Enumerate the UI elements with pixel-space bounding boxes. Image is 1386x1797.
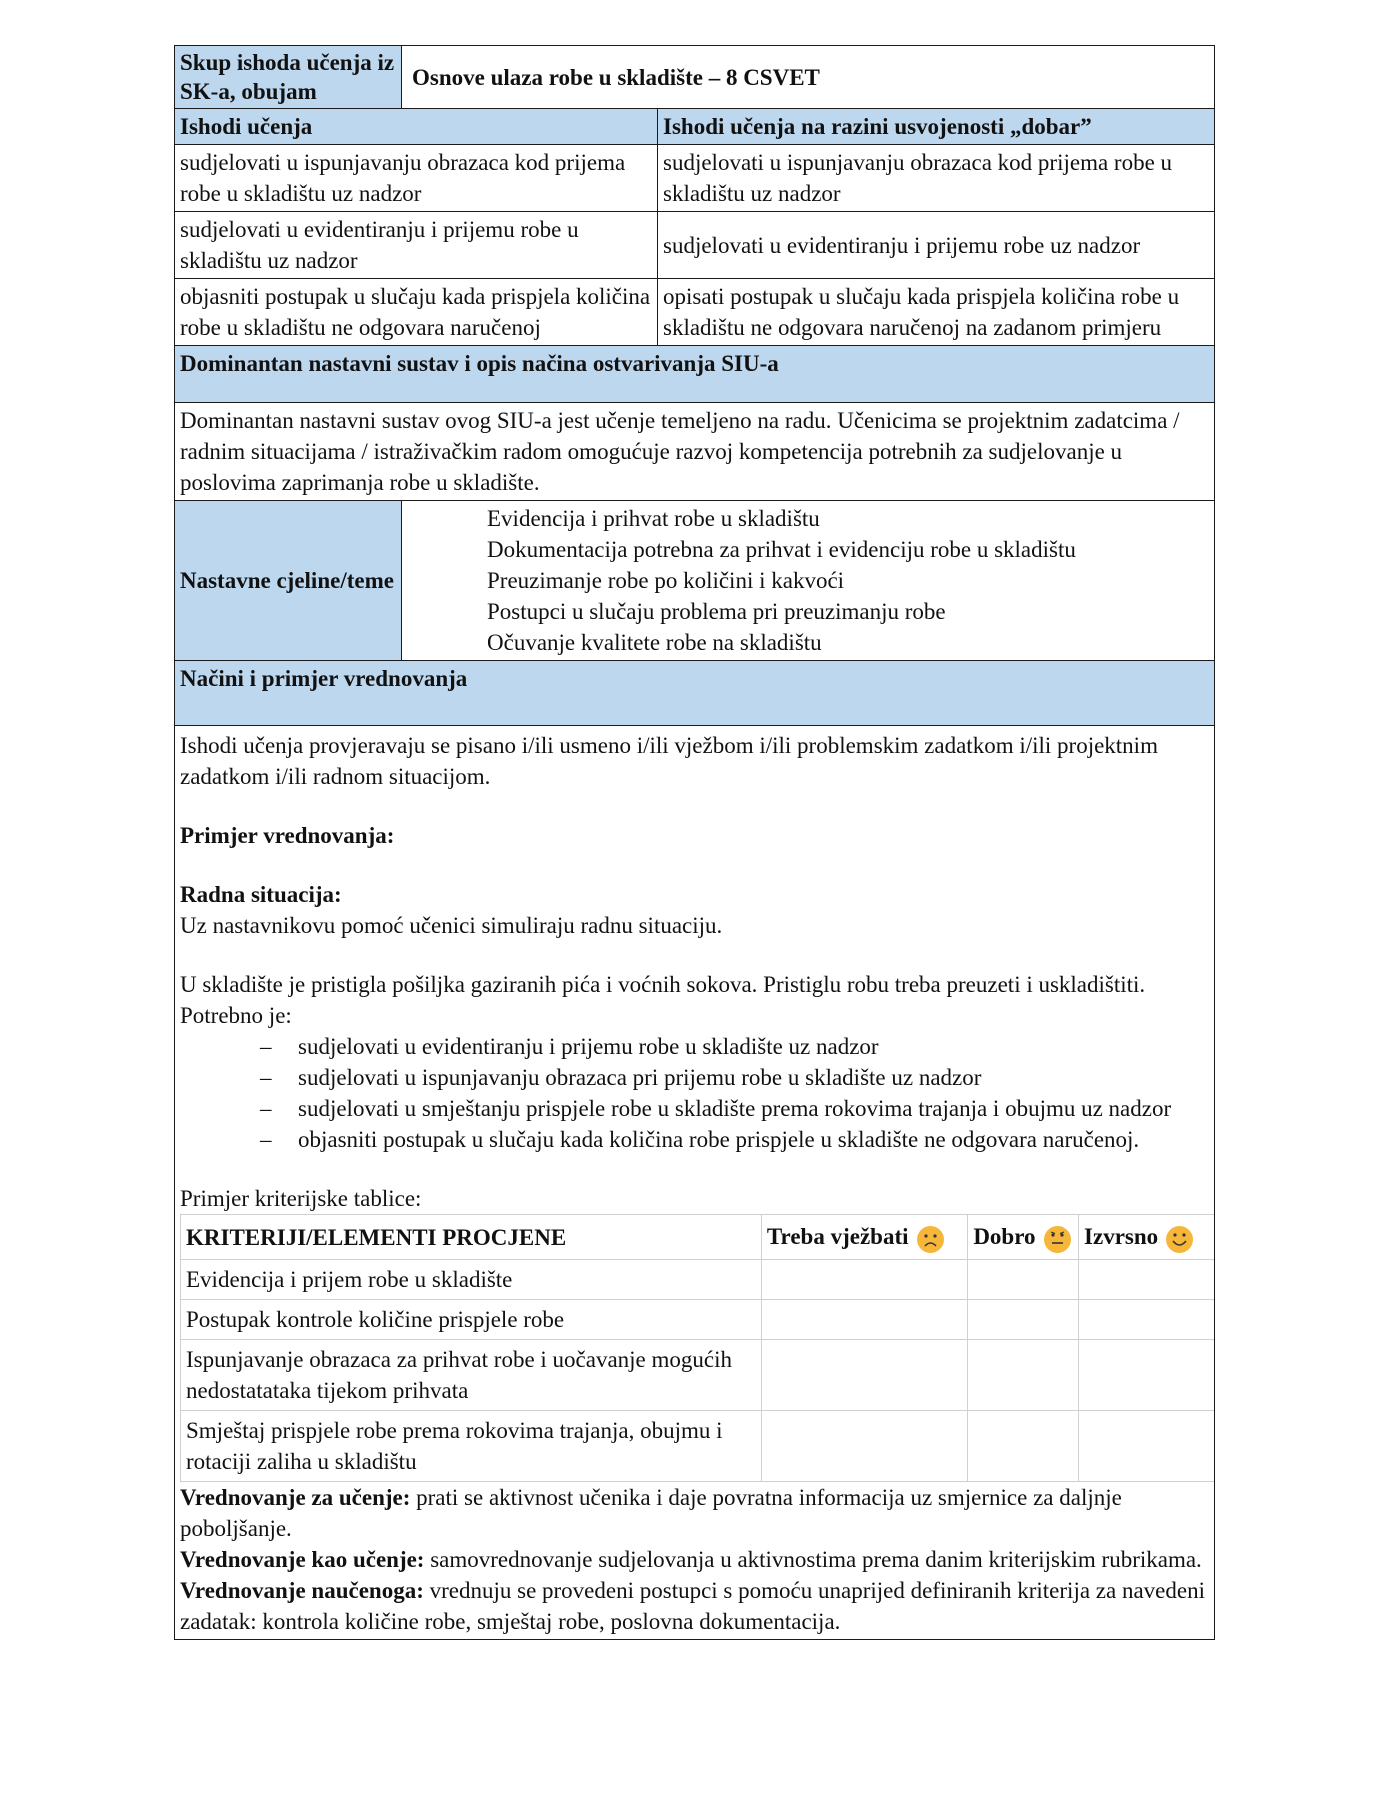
task-item: – sudjelovati u ispunjavanju obrazaca pri prijemu robe u skladište uz nadzor [260,1062,1209,1093]
criteria-header-label: Izvrsno [1084,1224,1159,1250]
outcomes-header-row [175,109,1215,145]
criteria-caption: Primjer kriterijske tablice: [180,1186,422,1211]
criteria-text: Postupak kontrole količine prispjele robe [181,1300,762,1340]
task-list [180,1031,1209,1155]
evaluation-type-text: vrednuju se provedeni postupci s pomoću unaprijed definiranih kriterija za navedeni zadatak: kontrola količine robe, smještaj robe, poslovna dokumentacija. [180,1578,1205,1634]
scenario-text: U skladište je pristigla pošiljka gaziranih pića i voćnih sokova. Pristiglu robu treba preuzeti i uskladištiti. [180,972,1146,997]
criteria-row [181,1300,1215,1340]
task-item: – sudjelovati u smještanju prispjele robe u skladište prema rokovima trajanja i obujmu uz nadzor [260,1093,1209,1124]
criteria-cell-needs-practice[interactable] [761,1300,967,1340]
criteria-cell-good[interactable] [968,1300,1079,1340]
units-list [402,501,1215,661]
criteria-cell-excellent[interactable] [1079,1411,1215,1482]
document-page [174,45,1214,1640]
evaluation-type [180,1482,1209,1544]
header-row [175,46,1215,109]
outcome-text: sudjelovati u ispunjavanju obrazaca kod prijema robe u skladištu uz nadzor [175,145,658,212]
sad-face-icon [917,1226,944,1253]
outcomes-col2-header: Ishodi učenja na razini usvojenosti „dobar” [658,109,1215,145]
required-label: Potrebno je: [180,1003,292,1028]
curriculum-table [174,45,1215,1640]
criteria-cell-good[interactable] [968,1340,1079,1411]
criteria-cell-good[interactable] [968,1411,1079,1482]
unit-item: Evidencija i prihvat robe u skladištu [487,506,820,531]
criteria-row [181,1340,1215,1411]
task-item: – sudjelovati u evidentiranju i prijemu robe u skladište uz nadzor [260,1031,1209,1062]
smiley-face-icon [1166,1226,1193,1253]
criteria-cell-excellent[interactable] [1079,1340,1215,1411]
criteria-cell-excellent[interactable] [1079,1260,1215,1300]
criteria-cell-needs-practice[interactable] [761,1340,967,1411]
unit-item: Dokumentacija potrebna za prihvat i evidenciju robe u skladištu [487,537,1076,562]
outcome-row [175,279,1215,346]
neutral-face-icon [1044,1226,1071,1253]
outcomes-col1-header: Ishodi učenja [175,109,658,145]
criteria-cell-good[interactable] [968,1260,1079,1300]
outcome-row [175,212,1215,279]
outcome-good-text: sudjelovati u evidentiranju i prijemu robe uz nadzor [658,212,1215,279]
evaluation-content-row [175,726,1215,1640]
outcome-text: sudjelovati u evidentiranju i prijemu robe u skladištu uz nadzor [175,212,658,279]
unit-item: Preuzimanje robe po količini i kakvoći [487,568,845,593]
situation-heading: Radna situacija: [180,882,342,907]
teaching-system-text: Dominantan nastavni sustav ovog SIU-a jest učenje temeljeno na radu. Učenicima se projektnim zadatcima / radnim situacijama / istraživačkim radom omogućuje razvoj kompetencija potrebnih za sudjelovanje u poslovima zaprimanja robe u skladište. [175,403,1215,501]
evaluation-type [180,1544,1209,1575]
criteria-cell-excellent[interactable] [1079,1300,1215,1340]
criteria-header-label: Treba vježbati [766,1224,909,1250]
evaluation-heading: Načini i primjer vrednovanja [175,661,1215,726]
unit-item: Očuvanje kvalitete robe na skladištu [487,630,822,655]
task-item: – objasniti postupak u slučaju kada količina robe prispjele u skladište ne odgovara naručenoj. [260,1124,1209,1155]
header-label: Skup ishoda učenja iz SK-a, obujam [175,46,402,109]
unit-item: Postupci u slučaju problema pri preuzimanju robe [487,599,946,624]
criteria-header-criteria: KRITERIJI/ELEMENTI PROCJENE [181,1215,762,1260]
outcome-good-text: sudjelovati u ispunjavanju obrazaca kod prijema robe u skladištu uz nadzor [658,145,1215,212]
units-label: Nastavne cjeline/teme [175,501,402,661]
evaluation-type [180,1575,1209,1637]
header-title: Osnove ulaza robe u skladište – 8 CSVET [402,46,1215,109]
example-heading: Primjer vrednovanja: [180,823,395,848]
evaluation-content [175,726,1215,1640]
criteria-header-row [181,1215,1215,1260]
criteria-row [181,1260,1215,1300]
criteria-header-excellent [1079,1215,1215,1260]
teaching-system-header-row [175,346,1215,403]
criteria-cell-needs-practice[interactable] [761,1411,967,1482]
teaching-system-row [175,403,1215,501]
criteria-text: Ispunjavanje obrazaca za prihvat robe i uočavanje mogućih nedostatataka tijekom prihvata [181,1340,762,1411]
evaluation-type-text: samovrednovanje sudjelovanja u aktivnostima prema danim kriterijskim rubrikama. [424,1547,1202,1572]
teaching-system-heading: Dominantan nastavni sustav i opis načina ostvarivanja SIU-a [175,346,1215,403]
outcome-text: objasniti postupak u slučaju kada prispjela količina robe u skladištu ne odgovara naručenoj [175,279,658,346]
criteria-text: Evidencija i prijem robe u skladište [181,1260,762,1300]
evaluation-intro: Ishodi učenja provjeravaju se pisano i/ili usmeno i/ili vježbom i/ili problemskim zadatkom i/ili projektnim zadatkom i/ili radnom situacijom. [180,733,1158,789]
evaluation-type-label: Vrednovanje kao učenje: [180,1547,425,1572]
criteria-header-needs-practice [761,1215,967,1260]
criteria-cell-needs-practice[interactable] [761,1260,967,1300]
criteria-row [181,1411,1215,1482]
criteria-header-good [968,1215,1079,1260]
evaluation-type-text: prati se aktivnost učenika i daje povratna informacija uz smjernice za daljnje poboljšanje. [180,1485,1122,1541]
criteria-header-label: Dobro [973,1224,1036,1250]
situation-text: Uz nastavnikovu pomoć učenici simuliraju radnu situaciju. [180,913,723,938]
criteria-table [180,1214,1215,1482]
outcome-row [175,145,1215,212]
outcome-good-text: opisati postupak u slučaju kada prispjela količina robe u skladištu ne odgovara naručenoj na zadanom primjeru [658,279,1215,346]
criteria-text: Smještaj prispjele robe prema rokovima trajanja, obujmu i rotaciji zaliha u skladištu [181,1411,762,1482]
evaluation-type-label: Vrednovanje za učenje: [180,1485,411,1510]
evaluation-header-row [175,661,1215,726]
units-row [175,501,1215,661]
evaluation-type-label: Vrednovanje naučenoga: [180,1578,424,1603]
